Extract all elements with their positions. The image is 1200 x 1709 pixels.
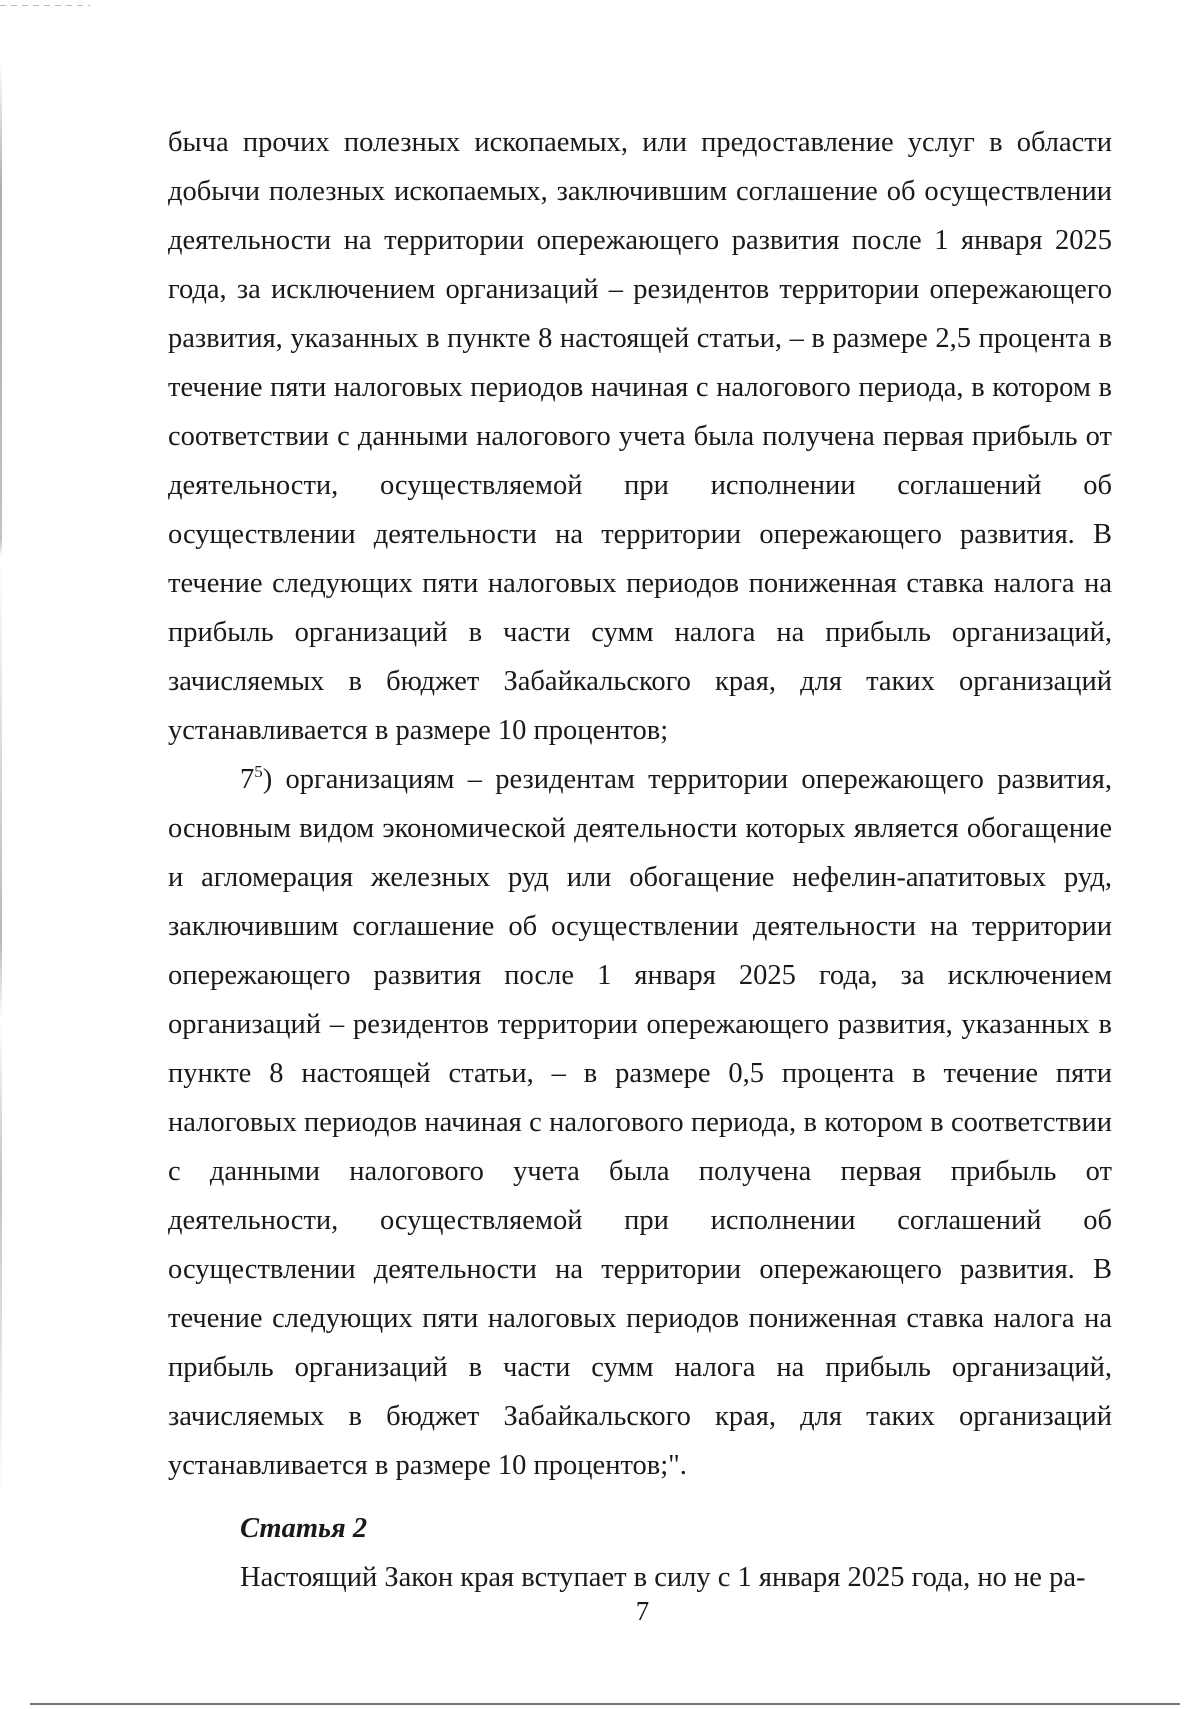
paragraph-item-7-5 — [168, 755, 1112, 1490]
scan-artifact-left-edge — [0, 60, 2, 1660]
item-superscript: 5 — [254, 762, 263, 781]
item-text: ) организациям – резидентам территории опережающего развития, основным видом экономической деятельности которых является обогащение и агломерация железных руд или обогащение нефелин-апатитовых руд, заключившим соглашение об осуществлении деятельности на территории опережающего развития после 1 января 2025 года, за исключением организаций – резидентов территории опережающего развития, указанных в пункте 8 настоящей статьи, – в размере 0,5 процента в течение пяти налоговых периодов начиная с налогового периода, в котором в соответствии с данными налогового учета была получена первая прибыль от деятельности, осуществляемой при исполнении соглашений об осуществлении деятельности на территории опережающего развития. В течение следующих пяти налоговых периодов пониженная ставка налога на прибыль организаций в части сумм налога на прибыль организаций, зачисляемых в бюджет Забайкальского края, для таких организаций устанавливается в размере 10 процентов;". — [168, 764, 1112, 1481]
item-number: 7 — [240, 764, 255, 795]
scan-artifact-bottom-edge — [30, 1703, 1180, 1705]
paragraph-article-2: Настоящий Закон края вступает в силу с 1 января 2025 года, но не ра- — [240, 1562, 1086, 1593]
document-page — [168, 118, 1112, 1602]
paragraph-continuation: быча прочих полезных ископаемых, или предоставление услуг в области добычи полезных ископаемых, заключившим соглашение об осуществлении деятельности на территории опережающего развития после 1 января 2025 года, за исключением организаций – резидентов территории опережающего развития, указанных в пункте 8 настоящей статьи, – в размере 2,5 процента в течение пяти налоговых периодов начиная с налогового периода, в котором в соответствии с данными налогового учета была получена первая прибыль от деятельности, осуществляемой при исполнении соглашений об осуществлении деятельности на территории опережающего развития. В течение следующих пяти налоговых периодов пониженная ставка налога на прибыль организаций в части сумм налога на прибыль организаций, зачисляемых в бюджет Забайкальского края, для таких организаций устанавливается в размере 10 процентов; — [168, 127, 1112, 746]
article-heading: Статья 2 — [240, 1513, 368, 1544]
scan-artifact-top — [0, 5, 90, 6]
page-number: 7 — [635, 1596, 650, 1626]
